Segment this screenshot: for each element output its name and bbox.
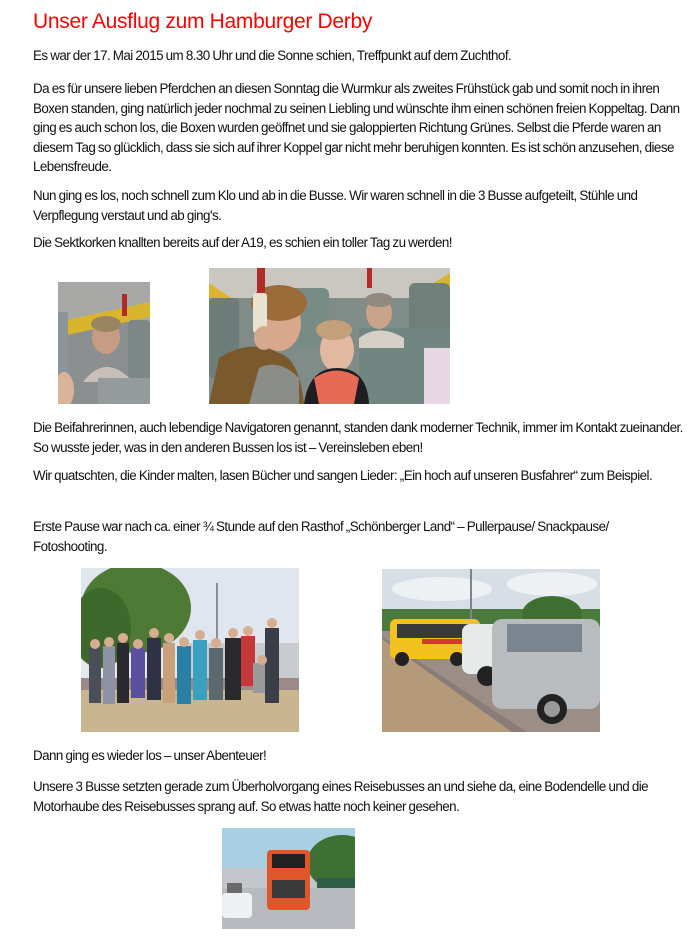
paragraph-songs: Wir quatschten, die Kinder malten, lasen Bücher und sangen Lieder: „Ein hoch auf unseren Busfahrer“ zum Beispiel. [33,468,653,483]
paragraph-sekt: Die Sektkorken knallten bereits auf der A19, es schien ein toller Tag zu werden! [33,235,452,250]
paragraph-navigators: Die Beifahrerinnen, auch lebendige Navigatoren genannt, standen dank moderner Technik, immer im Kontakt zueinander. So wusste jeder, was in den anderen Bussen los ist – Vereinsleben eben! [33,420,683,455]
photo-vans-in-parking-lot [382,569,600,732]
photo-tour-bus-open-engine-hood [222,828,355,929]
photo-group-at-rasthof [81,568,299,732]
paragraph-intro: Es war der 17. Mai 2015 um 8.30 Uhr und die Sonne schien, Treffpunkt auf dem Zuchthof. [33,48,512,63]
photo-group-in-bus-with-sekt [209,268,450,404]
paragraph-first-break: Erste Pause war nach ca. einer ¾ Stunde auf den Rasthof „Schönberger Land“ – Pullerpause/ Snackpause/ Fotoshooting. [33,519,609,554]
paragraph-tour-bus: Unsere 3 Busse setzten gerade zum Überholvorgang eines Reisebusses an und siehe da, eine Bodendelle und die Motorhaube des Reisebusses sprang auf. So etwas hatte noch keiner gesehen. [33,779,649,814]
paragraph-continue: Dann ging es wieder los – unser Abenteuer! [33,748,267,763]
document-title: Unser Ausflug zum Hamburger Derby [33,10,373,33]
photo-woman-in-bus [58,282,150,404]
paragraph-horses: Da es für unsere lieben Pferdchen an diesen Sonntag die Wurmkur als zweites Frühstück gab und somit noch in ihren Boxen standen, ging natürlich jeder nochmal zu seinen Liebling und wünschte ihm einen schönen freien Koppeltag. Dann ging es auch schon los, die Boxen wurden geöffnet und sie galoppierten Richtung Grünes. Selbst die Pferde waren an diesem Tag so glücklich, dass sie sich auf ihrer Koppel gar nicht mehr beruhigen konnten. Es ist schön anzusehen, diese Lebensfreude. [33,81,680,174]
paragraph-departure: Nun ging es los, noch schnell zum Klo und ab in die Busse. Wir waren schnell in die 3 Busse aufgeteilt, Stühle und Verpflegung verstaut und ab ging's. [33,188,638,223]
